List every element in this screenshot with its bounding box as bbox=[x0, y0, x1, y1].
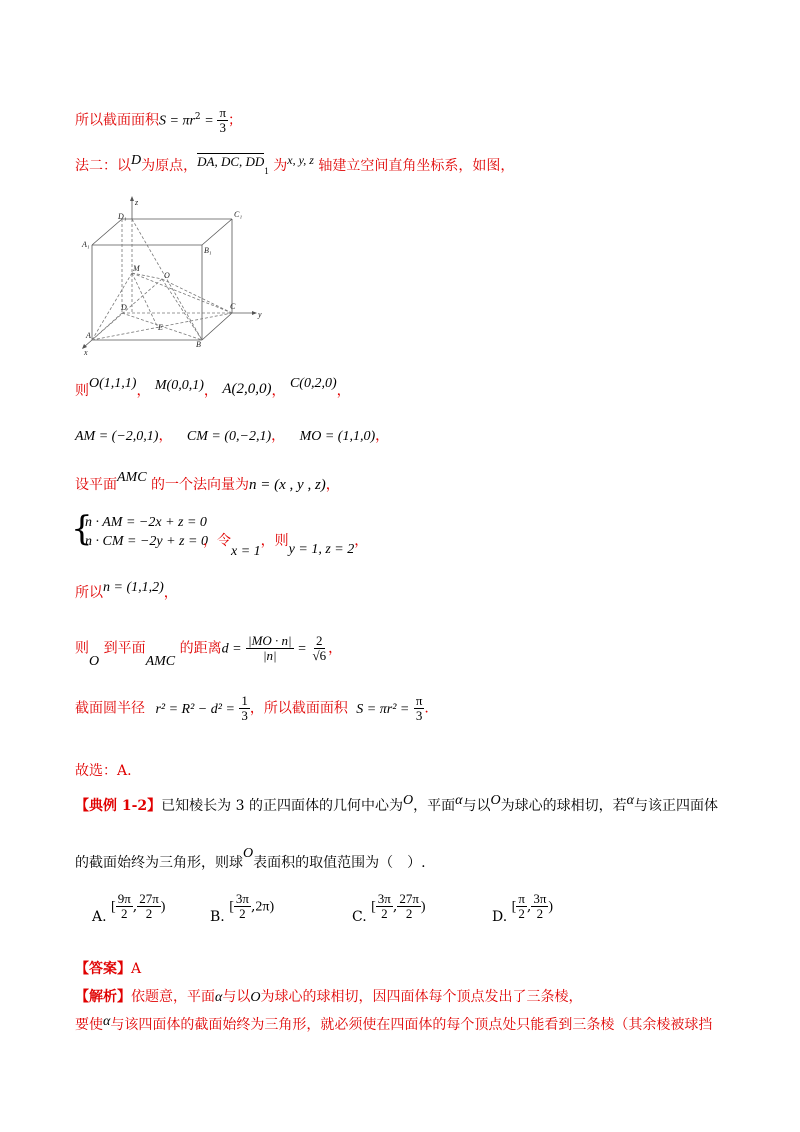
normal-vector-line: 设平面AMC 的一个法向量为n = (x , y , z)， bbox=[75, 470, 340, 493]
equation-2: n · CM = −2y + z = 0 bbox=[85, 534, 208, 549]
label-B: B bbox=[196, 340, 201, 349]
label-B1: B₁ bbox=[204, 246, 212, 255]
solution-label: 【解析】 bbox=[75, 989, 131, 1005]
label-A: A bbox=[86, 331, 91, 340]
option-d[interactable]: D. [ $\frac{\pi}{2}$ , $\frac{3\pi}{2}$ ) bbox=[492, 891, 554, 925]
solution-line-1: 【解析】依题意，平面α与以O为球心的球相切，因四面体每个顶点发出了三条棱， bbox=[75, 989, 583, 1005]
cube-coordinate-figure bbox=[78, 195, 278, 360]
point-A: A(2,0,0) bbox=[222, 381, 272, 397]
point-C: C(0,2,0) bbox=[289, 376, 337, 391]
normal-vector: n = (x , y , z) bbox=[249, 477, 326, 493]
distance-value: $\frac{2}{√6}$ bbox=[312, 633, 327, 663]
label-z: z bbox=[135, 198, 139, 207]
option-a[interactable]: A. [ $\frac{9\pi}{2}$ , $\frac{27\pi}{2}$ ) bbox=[92, 891, 166, 925]
distance-line: 则O 到平面AMC 的距离d = $\frac{|MO \cdot n|}{|n|}$ = $\frac{2}{√6}$ ， bbox=[75, 633, 343, 669]
area-fraction: $\frac{\pi}{3}$ bbox=[219, 105, 227, 135]
area-line-1: 所以截面面积$S = \pi r^2$ = $\frac{\pi}{3}$ ； bbox=[75, 105, 243, 135]
example-label: 【典例 1-2】 bbox=[75, 798, 162, 814]
label-A1: A₁ bbox=[82, 240, 90, 249]
label-C: C bbox=[230, 302, 236, 311]
equation-1: n · AM = −2x + z = 0 bbox=[85, 515, 207, 530]
label-M: M bbox=[133, 264, 140, 273]
label-D1: D₁ bbox=[118, 212, 127, 221]
area-formula: S = πr bbox=[159, 113, 195, 129]
distance-fraction: $\frac{|MO \cdot n|}{|n|}$ bbox=[248, 633, 292, 663]
area-text: 所以截面面积 bbox=[75, 112, 159, 129]
answer-value: A bbox=[131, 961, 142, 977]
normal-result: n = (1,1,2) bbox=[103, 580, 164, 595]
radius-line: 截面圆半径 r² = R² − d² = $\frac{1}{3}$ ，所以截面面积 S = πr² = $\frac{\pi}{3}$ . bbox=[75, 693, 429, 723]
vector-MO: MO = (1,1,0) bbox=[299, 429, 376, 444]
method-two-line: 法二：以D为原点，DA, DC, $DD_1$ 为x, y, z 轴建立空间直角坐标系，如图， bbox=[75, 153, 515, 176]
label-x: x bbox=[84, 348, 88, 357]
example-line-2: 的截面始终为三角形，则球O表面积的取值范围为（ ）. bbox=[75, 846, 426, 871]
vector-AM: AM = (−2,0,1) bbox=[75, 429, 159, 444]
option-c[interactable]: C. [ $\frac{3\pi}{2}$ , $\frac{27\pi}{2}$ ) bbox=[352, 891, 426, 925]
basis-vectors: DA, DC, DD bbox=[197, 154, 265, 169]
vector-CM: CM = (0,−2,1) bbox=[186, 429, 272, 444]
label-y: y bbox=[258, 310, 262, 319]
answer-label: 【答案】 bbox=[75, 961, 131, 977]
vectors-line: AM = (−2,0,1)， CM = (0,−2,1)， MO = (1,1,0)， bbox=[75, 428, 390, 444]
label-C1: C₁ bbox=[234, 210, 243, 219]
answer-line bbox=[75, 958, 141, 978]
example-line-1: 【典例 1-2】已知棱长为 3 的正四面体的几何中心为O，平面α与以O为球心的球相切，若α与该正四面体 bbox=[75, 793, 718, 814]
point-O: O(1,1,1) bbox=[89, 376, 137, 391]
points-line: 则O(1,1,1)， M(0,0,1)， A(2,0,0)， C(0,2,0)， bbox=[75, 376, 351, 399]
point-M: M(0,0,1) bbox=[154, 378, 204, 393]
label-D: D bbox=[121, 303, 127, 312]
normal-result-line: 所以n = (1,1,2)， bbox=[75, 580, 178, 601]
solution-line-2: 要使α与该四面体的截面始终为三角形，就必须使在四面体的每个顶点处只能看到三条棱（其余棱被球挡 bbox=[75, 1014, 713, 1033]
label-O: O bbox=[164, 271, 170, 280]
option-b[interactable]: B. [ $\frac{3\pi}{2}$ ,2π) bbox=[210, 891, 275, 925]
conclusion-line: 故选：A. bbox=[75, 763, 132, 779]
label-E: E bbox=[158, 323, 163, 332]
